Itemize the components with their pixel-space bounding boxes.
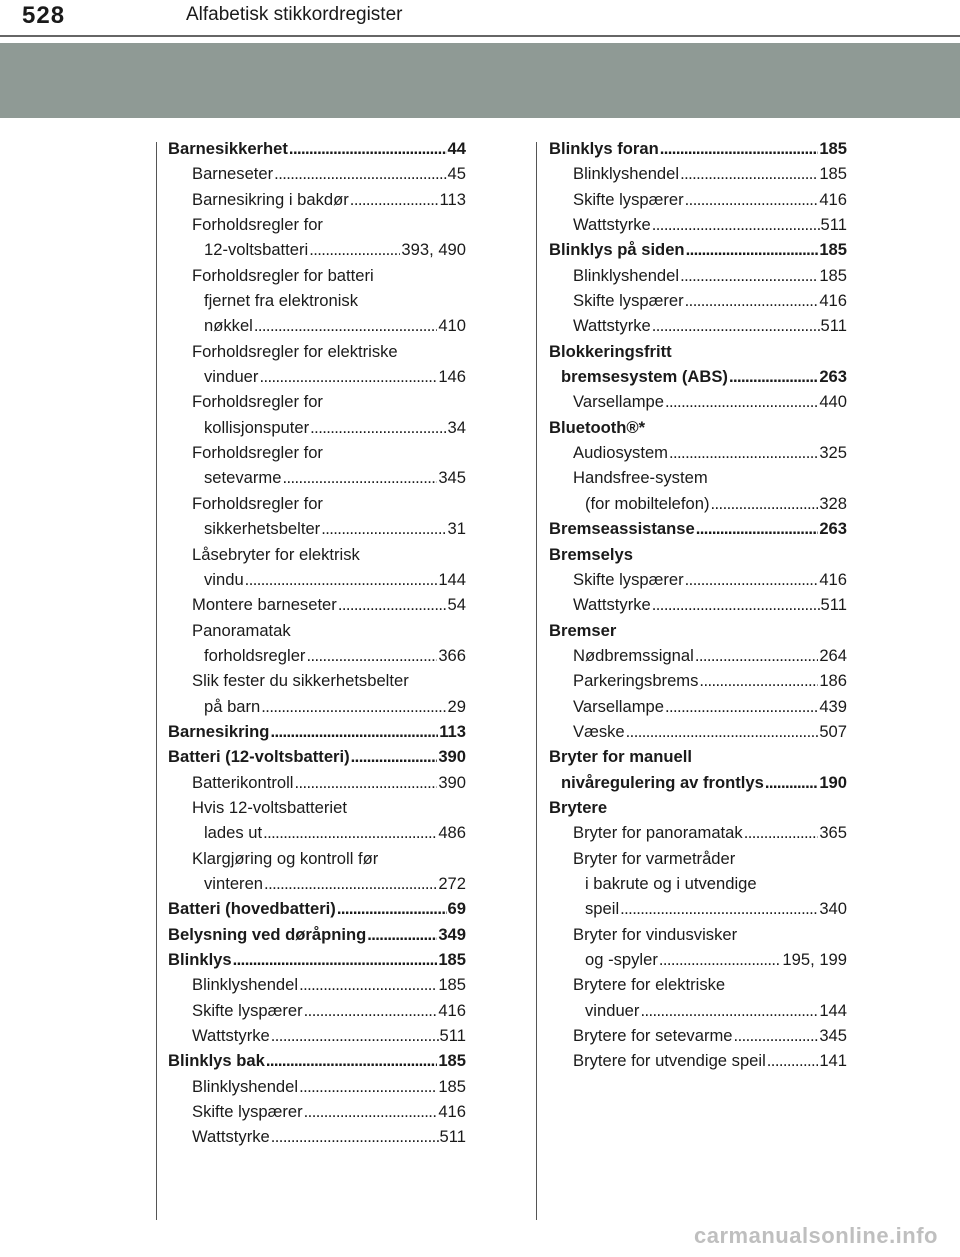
entry-term: Bryter for vindusvisker [573, 924, 738, 944]
index-entry [168, 1124, 466, 1149]
entry-page-ref: 440 [819, 392, 847, 412]
entry-page-ref: 511 [820, 215, 847, 235]
entry-term: vindu [204, 569, 244, 589]
entry-term: bremsesystem (ABS) [561, 367, 728, 387]
entry-term: Batteri (hovedbatteri) [168, 899, 336, 919]
index-entry [168, 643, 466, 668]
entry-term: Hvis 12-voltsbatteriet [192, 797, 347, 817]
entry-term: Blinklyshendel [573, 265, 680, 285]
index-entry [549, 516, 847, 541]
entry-term: speil [585, 899, 620, 919]
entry-page-ref: 190 [819, 772, 847, 792]
index-entry [549, 339, 847, 364]
index-entry [549, 846, 847, 871]
entry-term: Varsellampe [573, 696, 664, 716]
dot-leader [304, 998, 438, 1023]
entry-page-ref: 185 [438, 975, 466, 995]
entry-page-ref: 416 [819, 569, 847, 589]
dot-leader [652, 212, 820, 237]
entry-term: Låsebryter for elektrisk [192, 544, 360, 564]
index-entry [168, 491, 466, 516]
entry-term: Batteri (12-voltsbatteri) [168, 747, 350, 767]
entry-term: Montere barneseter [192, 595, 337, 615]
entry-term: Skifte lyspærer [192, 1000, 303, 1020]
index-entry [549, 415, 847, 440]
entry-term: Panoramatak [192, 620, 291, 640]
index-entry [168, 998, 466, 1023]
header-divider [0, 35, 960, 37]
dot-leader [680, 263, 818, 288]
index-entry [168, 1074, 466, 1099]
entry-page-ref: 345 [819, 1026, 847, 1046]
entry-page-ref: 31 [447, 519, 466, 539]
index-entry [549, 592, 847, 617]
entry-page-ref: 264 [819, 645, 847, 665]
entry-page-ref: 144 [438, 569, 466, 589]
entry-term: Blinklys [168, 950, 232, 969]
dot-leader [304, 1099, 438, 1124]
dot-leader [652, 592, 820, 617]
index-entry [168, 871, 466, 896]
entry-page-ref: 511 [820, 595, 847, 615]
dot-leader [640, 998, 818, 1023]
index-entry [168, 795, 466, 820]
dot-leader [665, 389, 818, 414]
entry-term: Blinklyshendel [192, 1076, 299, 1096]
dot-leader [669, 440, 818, 465]
index-entry [549, 896, 847, 921]
entry-term: Barnesikring [168, 721, 270, 741]
entry-term: Bryter for varmetråder [573, 848, 736, 868]
index-entry [168, 440, 466, 465]
entry-page-ref: 340 [819, 899, 847, 919]
index-entry [168, 922, 466, 947]
entry-page-ref: 416 [438, 1000, 466, 1020]
index-entry [168, 1023, 466, 1048]
entry-page-ref: 195, 199 [782, 950, 847, 969]
entry-page-ref: 328 [819, 493, 847, 513]
entry-page-ref: 390 [438, 772, 466, 792]
dot-leader [274, 161, 446, 186]
index-entry [168, 212, 466, 237]
entry-term: Bluetooth®* [549, 417, 646, 437]
column-divider-left [156, 142, 157, 1220]
dot-leader [626, 719, 819, 744]
index-entry [168, 846, 466, 871]
entry-page-ref: 144 [819, 1000, 847, 1020]
entry-term: setevarme [204, 468, 282, 488]
entry-page-ref: 54 [447, 595, 466, 615]
index-entry [168, 820, 466, 845]
entry-term: fjernet fra elektronisk [204, 291, 359, 311]
entry-term: 12-voltsbatteri [204, 240, 309, 260]
dot-leader [765, 770, 818, 795]
entry-term: Barnesikkerhet [168, 139, 288, 158]
entry-page-ref: 365 [819, 823, 847, 843]
dot-leader [264, 871, 437, 896]
index-entry [549, 440, 847, 465]
entry-term: Nødbremssignal [573, 645, 694, 665]
index-column-right [549, 136, 847, 1074]
page-title: Alfabetisk stikkordregister [186, 4, 403, 25]
entry-page-ref: 146 [438, 367, 466, 387]
entry-page-ref: 34 [447, 417, 466, 437]
dot-leader [685, 288, 819, 313]
dot-leader [665, 694, 818, 719]
index-entry [549, 465, 847, 490]
index-entry [549, 972, 847, 997]
index-entry [168, 313, 466, 338]
index-entry [168, 1099, 466, 1124]
entry-term: Skifte lyspærer [573, 291, 684, 311]
index-entry [168, 592, 466, 617]
index-entry [168, 364, 466, 389]
index-entry [549, 237, 847, 262]
entry-term: Bremseassistanse [549, 519, 695, 539]
entry-term: vinteren [204, 873, 264, 893]
index-entry [168, 136, 466, 161]
entry-page-ref: 507 [819, 721, 847, 741]
index-entry [549, 871, 847, 896]
page-number: 528 [22, 2, 66, 29]
dot-leader [734, 1023, 819, 1048]
index-entry [168, 415, 466, 440]
dot-leader [261, 694, 446, 719]
entry-page-ref: 390 [438, 747, 466, 767]
entry-page-ref: 185 [819, 164, 847, 184]
entry-term: nivåregulering av frontlys [561, 772, 764, 792]
index-entry [549, 770, 847, 795]
index-entry [549, 719, 847, 744]
dot-leader [767, 1048, 819, 1073]
entry-page-ref: 185 [438, 950, 466, 969]
dot-leader [680, 161, 818, 186]
entry-term: Forholdsregler for batteri [192, 265, 374, 285]
entry-page-ref: 511 [439, 1026, 466, 1046]
entry-term: lades ut [204, 823, 263, 843]
index-entry [168, 618, 466, 643]
index-entry [168, 288, 466, 313]
dot-leader [696, 516, 819, 541]
entry-page-ref: 416 [438, 1102, 466, 1122]
index-entry [168, 542, 466, 567]
entry-term: Forholdsregler for [192, 443, 323, 463]
entry-term: Varsellampe [573, 392, 664, 412]
dot-leader [321, 516, 446, 541]
entry-term: Forholdsregler for [192, 215, 323, 235]
index-entry [549, 212, 847, 237]
entry-term: Wattstyrke [192, 1127, 270, 1147]
entry-term: på barn [204, 696, 261, 716]
index-entry [549, 187, 847, 212]
entry-term: Forholdsregler for [192, 392, 323, 412]
dot-leader [685, 567, 819, 592]
entry-term: Blokkeringsfritt [549, 341, 672, 361]
entry-term: Brytere [549, 797, 608, 817]
entry-page-ref: 416 [819, 189, 847, 209]
entry-term: Bryter for manuell [549, 747, 692, 767]
entry-term: Skifte lyspærer [573, 189, 684, 209]
dot-leader [744, 820, 819, 845]
index-entry [168, 668, 466, 693]
index-entry [168, 339, 466, 364]
entry-term: Blinklys bak [168, 1051, 265, 1071]
index-entry [168, 161, 466, 186]
entry-term: Blinklys foran [549, 139, 659, 158]
index-entry [168, 896, 466, 921]
entry-page-ref: 416 [819, 291, 847, 311]
entry-term: Belysning ved døråpning [168, 924, 367, 944]
entry-page-ref: 345 [438, 468, 466, 488]
index-entry [549, 542, 847, 567]
index-entry [549, 567, 847, 592]
index-entry [168, 567, 466, 592]
index-entry [549, 947, 847, 972]
dot-leader [699, 668, 818, 693]
index-entry [549, 694, 847, 719]
index-entry [549, 1023, 847, 1048]
dot-leader [266, 1048, 437, 1073]
entry-term: nøkkel [204, 316, 253, 336]
entry-page-ref: 185 [819, 240, 847, 260]
dot-leader [271, 1124, 439, 1149]
entry-page-ref: 439 [819, 696, 847, 716]
column-divider-middle [536, 142, 537, 1220]
entry-term: Parkeringsbrems [573, 671, 699, 691]
entry-page-ref: 393, 490 [401, 240, 466, 260]
dot-leader [271, 1023, 439, 1048]
index-entry [168, 947, 466, 972]
entry-term: Blinklyshendel [573, 164, 680, 184]
dot-leader [686, 237, 819, 262]
entry-page-ref: 69 [447, 899, 466, 919]
index-entry [549, 998, 847, 1023]
dot-leader [299, 972, 437, 997]
dot-leader [309, 237, 400, 262]
entry-term: Handsfree-system [573, 468, 708, 488]
entry-term: Barneseter [192, 164, 274, 184]
index-entry [549, 263, 847, 288]
index-entry [168, 389, 466, 414]
entry-term: Batterikontroll [192, 772, 294, 792]
index-entry [168, 694, 466, 719]
entry-term: Wattstyrke [573, 595, 651, 615]
index-entry [168, 719, 466, 744]
entry-page-ref: 29 [447, 696, 466, 716]
entry-term: Audiosystem [573, 443, 668, 463]
entry-term: Forholdsregler for elektriske [192, 341, 398, 361]
entry-term: Bryter for panoramatak [573, 823, 743, 843]
entry-page-ref: 325 [819, 443, 847, 463]
index-entry [168, 972, 466, 997]
dot-leader [695, 643, 819, 668]
entry-page-ref: 44 [447, 139, 466, 158]
entry-term: Væske [573, 721, 625, 741]
entry-page-ref: 113 [439, 189, 466, 209]
entry-term: og -spyler [585, 950, 658, 969]
entry-term: vinduer [204, 367, 259, 387]
dot-leader [620, 896, 818, 921]
entry-term: Wattstyrke [192, 1026, 270, 1046]
dot-leader [259, 364, 437, 389]
index-entry [168, 516, 466, 541]
header-band [0, 43, 960, 118]
index-entry [549, 491, 847, 516]
entry-term: Blinklyshendel [192, 975, 299, 995]
index-entry [168, 1048, 466, 1073]
entry-page-ref: 349 [438, 924, 466, 944]
index-entry [549, 313, 847, 338]
entry-term: Slik fester du sikkerhetsbelter [192, 671, 409, 691]
index-entry [549, 161, 847, 186]
entry-page-ref: 185 [438, 1076, 466, 1096]
entry-term: Forholdsregler for [192, 493, 323, 513]
index-entry [549, 795, 847, 820]
dot-leader [338, 592, 447, 617]
dot-leader [289, 136, 447, 161]
entry-page-ref: 486 [438, 823, 466, 843]
dot-leader [294, 770, 437, 795]
entry-term: Brytere for utvendige speil [573, 1051, 766, 1071]
dot-leader [306, 643, 437, 668]
watermark: carmanualsonline.info [694, 1223, 938, 1248]
dot-leader [245, 567, 438, 592]
entry-term: i bakrute og i utvendige [585, 873, 757, 893]
entry-term: Wattstyrke [573, 316, 651, 336]
dot-leader [351, 744, 438, 769]
dot-leader [310, 415, 446, 440]
dot-leader [711, 491, 819, 516]
entry-page-ref: 410 [438, 316, 466, 336]
index-entry [168, 744, 466, 769]
entry-page-ref: 263 [819, 367, 847, 387]
dot-leader [685, 187, 819, 212]
dot-leader [337, 896, 447, 921]
index-entry [549, 1048, 847, 1073]
dot-leader [263, 820, 437, 845]
dot-leader [652, 313, 820, 338]
index-entry [549, 744, 847, 769]
index-entry [549, 288, 847, 313]
dot-leader [254, 313, 437, 338]
entry-term: Bremser [549, 620, 617, 640]
entry-term: Barnesikring i bakdør [192, 189, 349, 209]
entry-term: (for mobiltelefon) [585, 493, 710, 513]
dot-leader [282, 465, 437, 490]
index-entry [549, 668, 847, 693]
entry-page-ref: 511 [820, 316, 847, 336]
entry-term: Brytere for elektriske [573, 975, 726, 995]
entry-term: Bremselys [549, 544, 633, 564]
entry-term: vinduer [585, 1000, 640, 1020]
entry-term: Brytere for setevarme [573, 1026, 733, 1046]
entry-page-ref: 185 [819, 139, 847, 158]
entry-page-ref: 511 [439, 1127, 466, 1147]
entry-page-ref: 113 [439, 721, 466, 741]
index-entry [549, 922, 847, 947]
index-entry [168, 237, 466, 262]
entry-page-ref: 141 [819, 1051, 847, 1071]
entry-page-ref: 366 [438, 645, 466, 665]
index-entry [549, 389, 847, 414]
entry-term: Skifte lyspærer [192, 1102, 303, 1122]
dot-leader [350, 187, 439, 212]
entry-term: Blinklys på siden [549, 240, 685, 260]
entry-page-ref: 185 [819, 265, 847, 285]
dot-leader [299, 1074, 437, 1099]
index-entry [549, 820, 847, 845]
entry-page-ref: 272 [438, 873, 466, 893]
dot-leader [270, 719, 438, 744]
entry-term: Klargjøring og kontroll før [192, 848, 379, 868]
entry-term: Skifte lyspærer [573, 569, 684, 589]
index-entry [549, 618, 847, 643]
index-entry [549, 643, 847, 668]
entry-term: sikkerhetsbelter [204, 519, 321, 539]
index-entry [549, 364, 847, 389]
entry-page-ref: 263 [819, 519, 847, 539]
index-entry [549, 136, 847, 161]
entry-page-ref: 186 [819, 671, 847, 691]
index-entry [168, 263, 466, 288]
index-entry [168, 770, 466, 795]
dot-leader [367, 922, 437, 947]
entry-term: kollisjonsputer [204, 417, 310, 437]
entry-term: forholdsregler [204, 645, 306, 665]
index-column-left [168, 136, 466, 1150]
dot-leader [660, 136, 819, 161]
dot-leader [659, 947, 782, 972]
dot-leader [729, 364, 818, 389]
entry-term: Wattstyrke [573, 215, 651, 235]
index-entry [168, 465, 466, 490]
entry-page-ref: 185 [438, 1051, 466, 1071]
dot-leader [233, 947, 438, 972]
index-entry [168, 187, 466, 212]
entry-page-ref: 45 [447, 164, 466, 184]
